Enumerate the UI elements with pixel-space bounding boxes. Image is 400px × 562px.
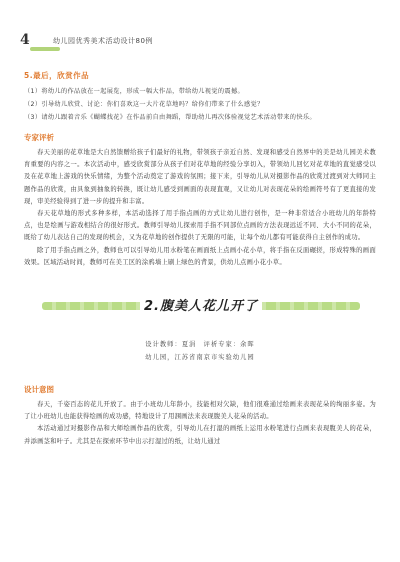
expert-heading: 专家评析 — [24, 133, 54, 142]
lower-content — [24, 376, 376, 448]
design-paragraph: 本活动通过对摄影作品和大师绘画作品的欣赏，引导幼儿在打湿的画纸上运用水粉笔进行点画来表现腹美人的花朵，并添画茎和叶子。尤其是在探索环节中出示打湿过的纸，让幼儿通过 — [24, 425, 376, 445]
credit-organization: 幼儿园，江苏省南京市实验幼儿园 — [145, 354, 255, 361]
lesson-banner — [42, 293, 360, 317]
step-title: 5.最后，欣赏作品 — [24, 71, 90, 80]
upper-content — [24, 70, 376, 269]
lesson-title: 2.腹美人花儿开了 — [140, 295, 262, 315]
design-heading: 设计意图 — [24, 385, 54, 394]
running-title: 幼儿园优秀美术活动设计80例 — [53, 37, 153, 45]
design-paragraph: 春天，千姿百态的花儿开放了。由于小班幼儿年龄小，技能相对欠缺，他们很难通过绘画来表现花朵的绚丽多姿。为了让小班幼儿也能获得绘画的成功感，特地设计了用涠画法来表现腹美人花朵的活动。 — [24, 401, 376, 421]
expert-paragraph: 春天花草地的形式多种多样，本活动选择了用手指点画的方式让幼儿进行创作，是一种非常适合小班幼儿的年龄特点，也是绘画与游戏相结合的很好形式。教师引导幼儿探索用手指不同部位点画的方法表现远近不同、大小不同的花朵，既给了幼儿表达自己的发现的机会，又为花草地的创作提供了无限的可能，让每个幼儿都有可能获得自主创作的成功。 — [24, 210, 376, 242]
step-item: （1）将幼儿的作品放在一起展览，形成一幅大作品，带给幼儿视觉的震撼。 — [24, 88, 245, 95]
header-decoration — [30, 47, 60, 51]
page-number: 4 — [20, 32, 30, 48]
step-item: （3）请幼儿跟着音乐《蝴蝶找花》在作品前自由舞蹈，帮助幼儿再次体验视觉艺术活动带来的快乐。 — [24, 114, 316, 121]
credit-designer: 设计教师：夏涓 评析专家：余晖 — [145, 341, 255, 348]
expert-paragraph: 春天美丽的花草地是大自然馈赠给孩子们最好的礼物，带领孩子亲近自然、发现和感受自然界中的美是幼儿园美术教育重要的内容之一。本次活动中，感受欣赏部分从孩子们对花草地的经验分享切入，带领幼儿回忆对花草地的直觉感受以及在花草地上游戏的快乐情绪，为整个活动奠定了游戏的氛围；接下来，引导幼儿从对摄影作品的欣赏过渡到对大师同主题作品的欣赏，由具象到抽象的转换，既让幼儿感受到画面的表现直观，又让幼儿对表现花朵的绘画符号有了更直接的发现，审美经验得到了进一步的提升和丰富。 — [24, 149, 376, 205]
step-item: （2）引导幼儿欣赏、讨论：你们喜欢这一大片花草地吗？给你们带来了什么感觉？ — [24, 101, 264, 108]
lesson-credits — [0, 338, 400, 364]
expert-paragraph: 除了用手指点画之外，教师也可以引导幼儿用水粉笔在画面纸上点画小花小草，将手指在反面碾搓，形成特殊的画面效果。区域活动时间，教师可在美工区的涂鸦墙上刷上绿色的背景，供幼儿点画小花小草。 — [24, 246, 376, 266]
page-header — [20, 32, 380, 52]
